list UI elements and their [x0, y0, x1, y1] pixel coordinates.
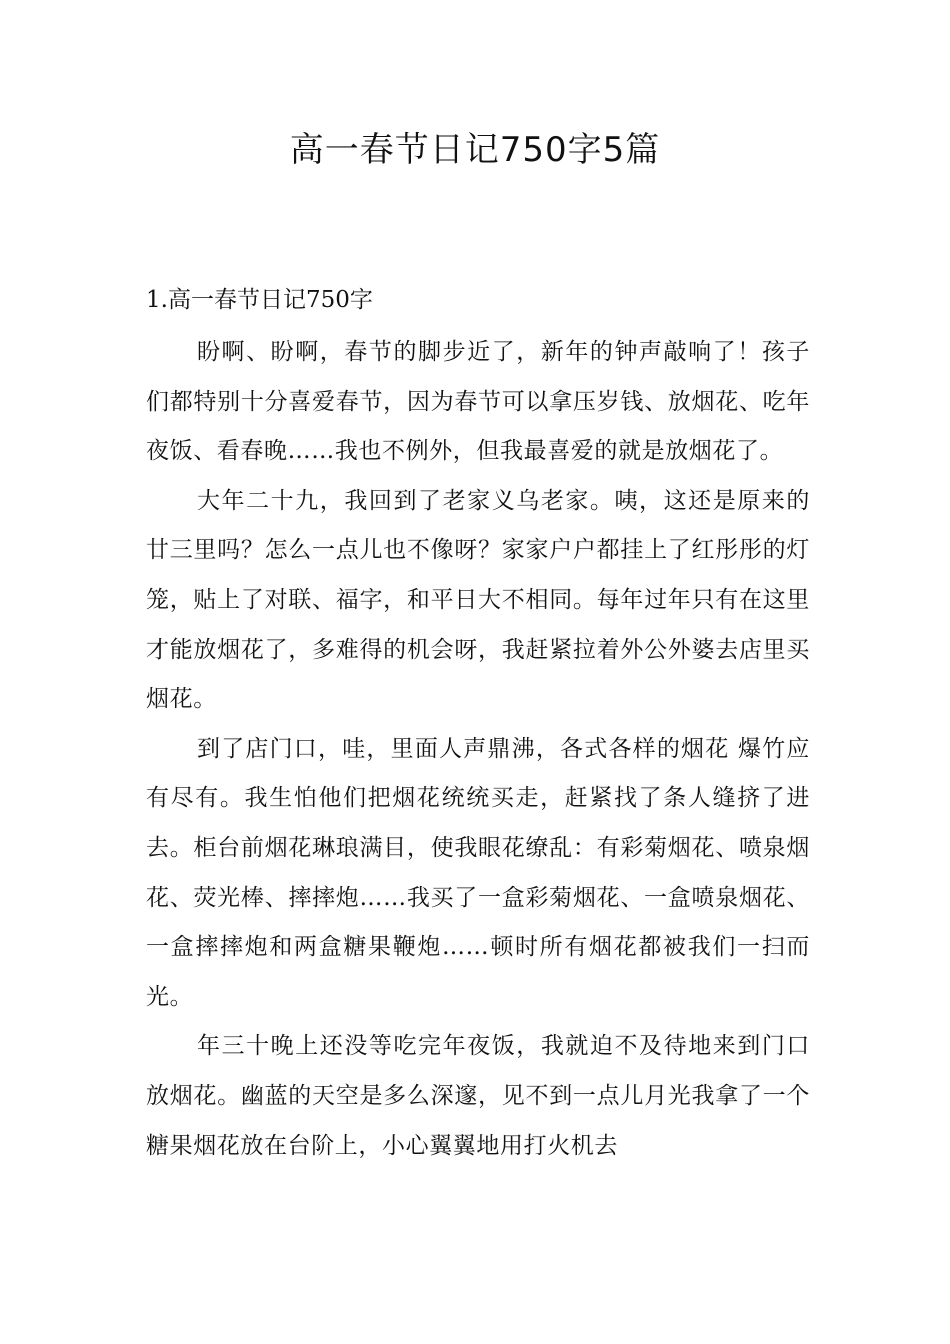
- document-title: 高一春节日记750字5篇: [289, 130, 661, 170]
- paragraph-2: 大年二十九，我回到了老家义乌老家。咦，这还是原来的廿三里吗？怎么一点儿也不像呀？家家户户都挂上了红彤彤的灯笼，贴上了对联、福字，和平日大不相同。每年过年只有在这里才能放烟花了，多难得的机会呀，我赶紧拉着外公外婆去店里买烟花。: [146, 487, 810, 713]
- document-body: [146, 281, 810, 1171]
- paragraph-4: 年三十晚上还没等吃完年夜饭，我就迫不及待地来到门口放烟花。幽蓝的天空是多么深邃，见不到一点儿月光我拿了一个糖果烟花放在台阶上，小心翼翼地用打火机去: [146, 1033, 810, 1159]
- paragraph-1: 盼啊、盼啊，春节的脚步近了，新年的钟声敲响了！孩子们都特别十分喜爱春节，因为春节可以拿压岁钱、放烟花、吃年夜饭、看春晚……我也不例外，但我最喜爱的就是放烟花了。: [146, 339, 810, 465]
- paragraph-3: 到了店门口，哇，里面人声鼎沸，各式各样的烟花 爆竹应有尽有。我生怕他们把烟花统统买走，赶紧找了条人缝挤了进去。柜台前烟花琳琅满目，使我眼花缭乱：有彩菊烟花、喷泉烟花、荧光棒、摔摔炮……我买了一盒彩菊烟花、一盒喷泉烟花、一盒摔摔炮和两盒糖果鞭炮……顿时所有烟花都被我们一扫而光。: [146, 735, 810, 1010]
- section-heading: 1.高一春节日记750字: [146, 287, 373, 313]
